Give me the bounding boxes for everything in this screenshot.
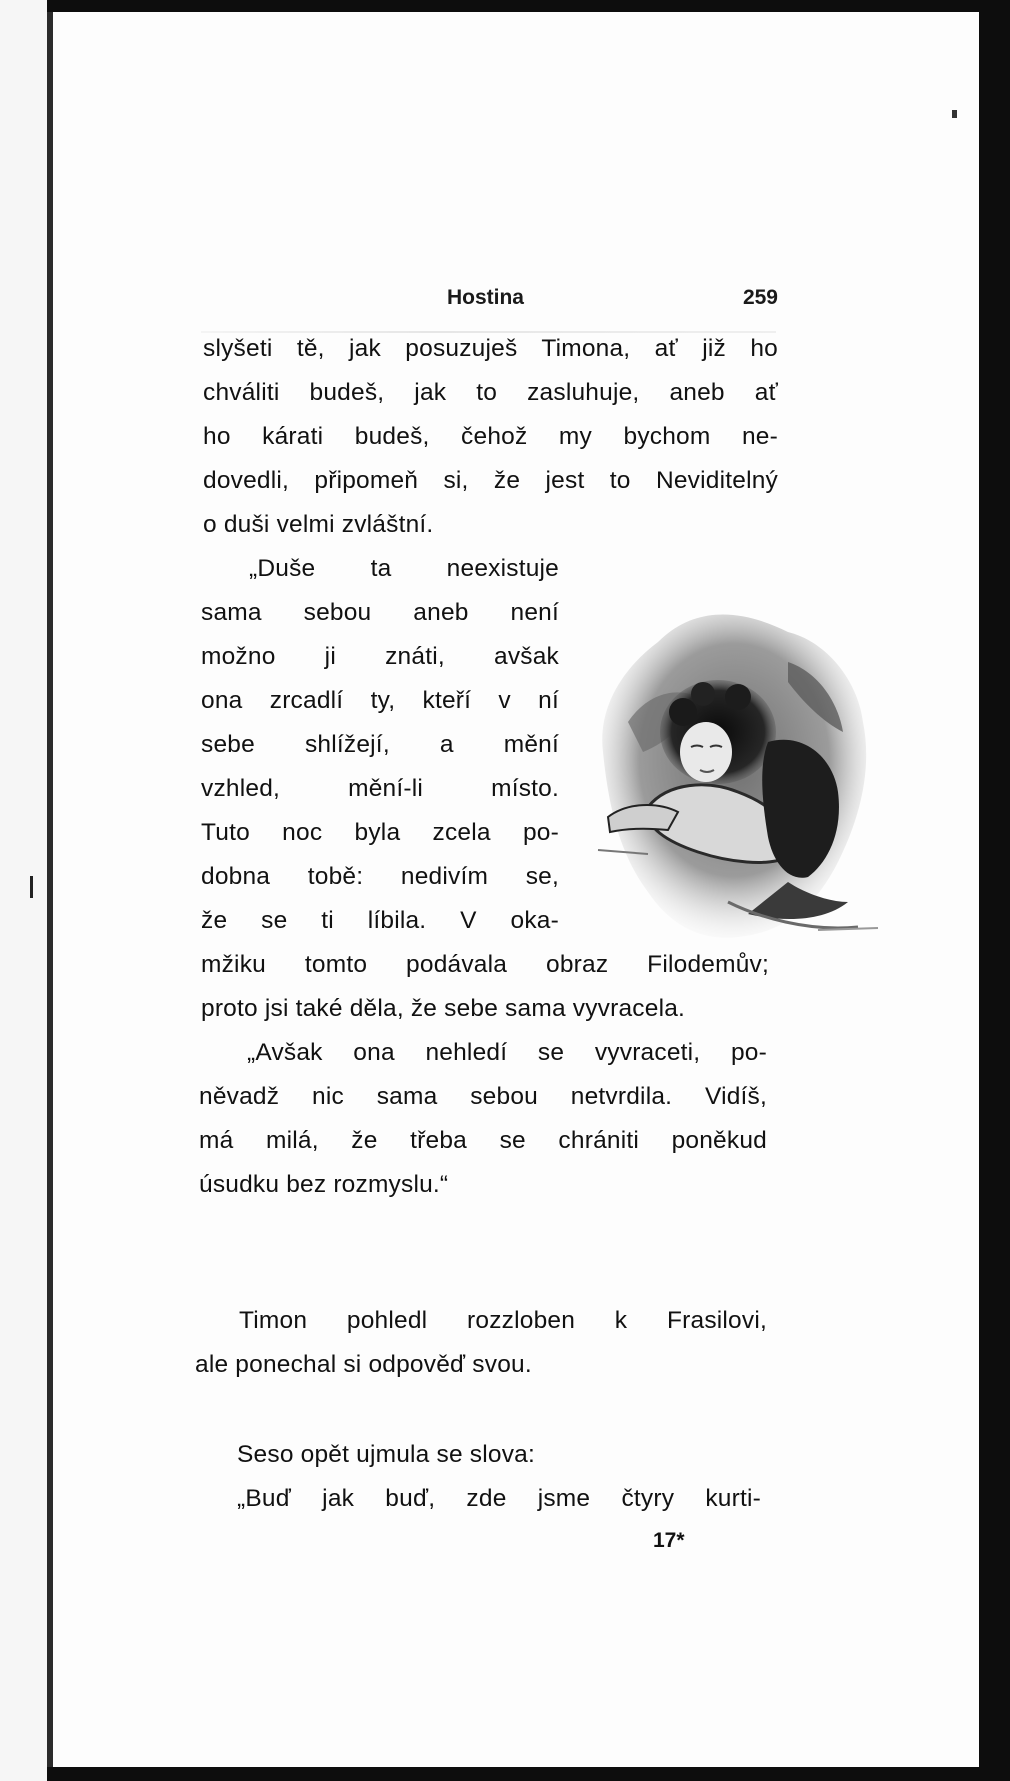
page-number: 259 [742, 286, 778, 309]
text-line: něvadž nic sama sebou netvrdila. Vidíš, [199, 1083, 767, 1110]
text-line: ho kárati budeš, čehož my bychom ne- [203, 423, 778, 450]
text-line: možno ji znáti, avšak [201, 643, 559, 670]
text-line: dovedli, připomeň si, že jest to Neviditelný [203, 467, 778, 494]
text-line: sama sebou aneb není [201, 599, 559, 626]
text-line: dobna tobě: nedivím se, [201, 863, 559, 890]
running-header [193, 286, 778, 316]
chapter-title: Hostina [446, 286, 524, 309]
scan-speck [952, 110, 957, 118]
text-line: ona zrcadlí ty, kteří v ní [201, 687, 559, 714]
text-line: že se ti líbila. V oka- [201, 907, 559, 934]
text-line: slyšeti tě, jak posuzuješ Timona, ať již ho [203, 335, 778, 362]
text-line: „Avšak ona nehledí se vyvraceti, po- [247, 1039, 767, 1066]
text-line: o duši velmi zvláštní. [203, 511, 434, 538]
text-line: Seso opět ujmula se slova: [237, 1441, 536, 1468]
text-line: úsudku bez rozmyslu.“ [199, 1171, 449, 1198]
text-line: „Buď jak buď, zde jsme čtyry kurti- [237, 1485, 761, 1512]
text-line: vzhled, mění-li místo. [201, 775, 559, 802]
text-line: ale ponechal si odpověď svou. [195, 1351, 532, 1378]
text-line: chváliti budeš, jak to zasluhuje, aneb ať [203, 379, 778, 406]
text-line: Tuto noc byla zcela po- [201, 819, 559, 846]
text-line: má milá, že třeba se chrániti poněkud [199, 1127, 767, 1154]
text-line: Timon pohledl rozzloben k Frasilovi, [239, 1307, 767, 1334]
text-line: mžiku tomto podávala obraz Filodemův; [201, 951, 769, 978]
text-line: „Duše ta neexistuje [249, 555, 559, 582]
vignette-illustration [588, 602, 888, 962]
book-page [47, 12, 979, 1767]
text-line: sebe shlížejí, a mění [201, 731, 559, 758]
facing-page-edge [0, 0, 47, 1781]
signature-mark: 17* [653, 1529, 685, 1552]
text-line: proto jsi také děla, že sebe sama vyvracela. [201, 995, 686, 1022]
facing-page-mark [30, 876, 33, 898]
